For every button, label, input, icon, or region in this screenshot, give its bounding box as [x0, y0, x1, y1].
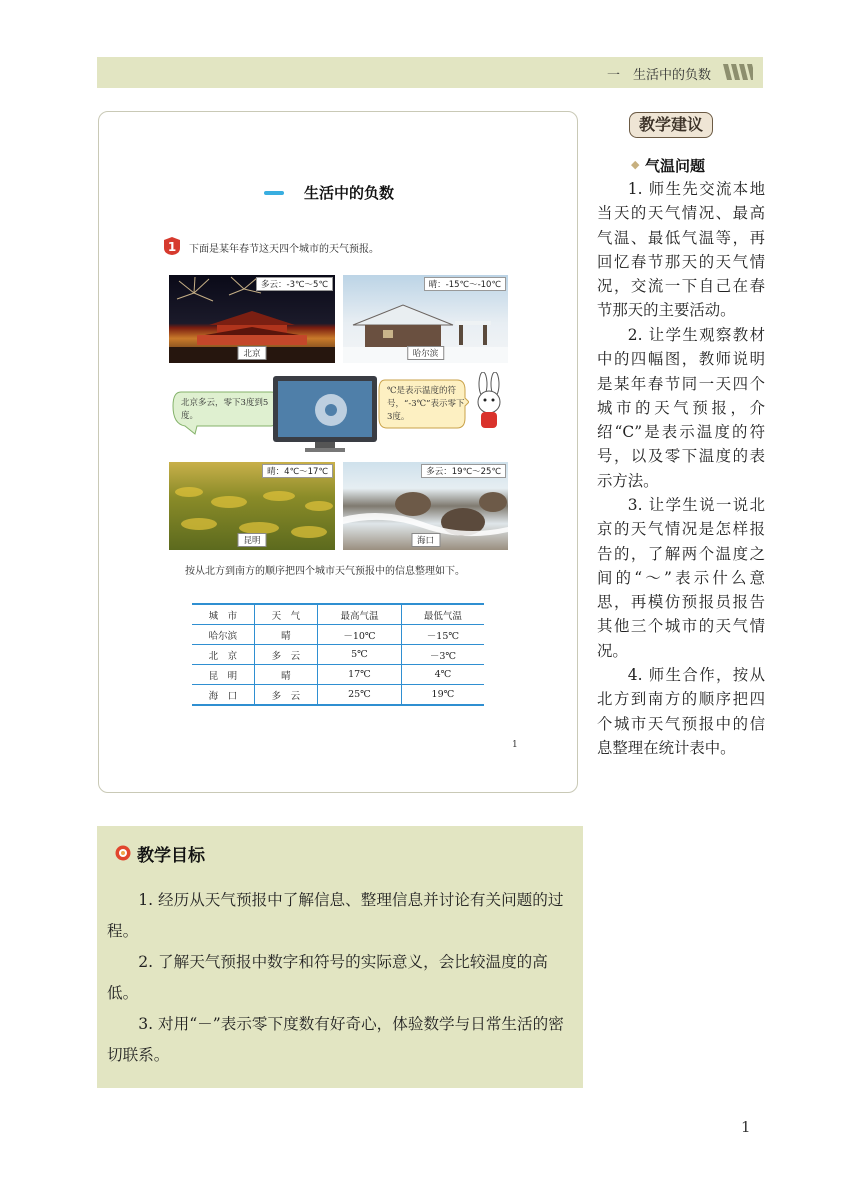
table-cell: 17℃	[318, 665, 402, 685]
intro-paragraph	[165, 563, 515, 581]
svg-text:1: 1	[167, 240, 177, 254]
table-row	[192, 665, 484, 685]
table-cell: 晴	[254, 625, 317, 645]
table-header: 天 气	[254, 604, 317, 625]
weather-tag-kunming: 晴：4℃～17℃	[262, 464, 333, 478]
table-header: 最高气温	[318, 604, 402, 625]
suggestion-text: 4. 师生合作，按从北方到南方的顺序把四个城市天气预报中的信息整理在统计表中。	[597, 666, 765, 757]
question-number-badge-icon	[163, 236, 181, 256]
city-label-harbin: 哈尔滨	[407, 346, 445, 360]
table-cell: －3℃	[401, 645, 484, 665]
table-cell: 4℃	[401, 665, 484, 685]
stripes-decoration-icon	[723, 64, 753, 80]
teaching-suggestions-badge	[629, 112, 713, 138]
chapter-title: 生活中的负数	[304, 184, 395, 202]
table-cell: －15℃	[401, 625, 484, 645]
table-cell: 海 口	[208, 690, 238, 702]
teaching-goals-panel	[97, 826, 583, 1088]
photo-haikou	[343, 462, 508, 550]
suggestion-text: 3. 让学生说一说北京的天气情况是怎样报告的，了解两个温度之间的“～”表示什么意思，再模仿预报员报告其他三个城市的天气情况。	[597, 496, 765, 660]
bubble-left-text: 北京多云，零下3度到5度。	[181, 398, 269, 421]
textbook-page-number: 1	[512, 740, 518, 750]
weather-tag-harbin: 晴：-15℃～-10℃	[424, 277, 506, 291]
table-row	[192, 645, 484, 665]
photo-harbin	[343, 275, 508, 363]
table-cell: 25℃	[318, 685, 402, 706]
rabbit-mascot-illustration	[469, 372, 509, 432]
table-header: 最低气温	[401, 604, 484, 625]
suggestion-text: 2. 让学生观察教材中的四幅图，教师说明是某年春节同一天四个城市的天气预报，介绍“C”是表示温度的符号，以及零下温度的表示方法。	[597, 326, 765, 490]
table-cell: －10℃	[318, 625, 402, 645]
suggestion-item	[597, 493, 765, 663]
suggestion-item	[597, 323, 765, 493]
intro-text: 按从北方到南方的顺序把四个城市天气预报中的信息整理如下。	[185, 566, 465, 577]
television-illustration	[271, 372, 381, 458]
question-text: 下面是某年春节这天四个城市的天气预报。	[189, 244, 379, 255]
goal-item: 2. 了解天气预报中数字和符号的实际意义，会比较温度的高低。	[107, 953, 548, 1002]
section-label: 一 生活中的负数	[606, 68, 711, 83]
textbook-page	[98, 111, 578, 793]
suggestion-item	[597, 177, 765, 323]
table-cell: 多 云	[254, 645, 317, 665]
table-cell: 昆 明	[208, 670, 238, 682]
bubble-right-text: ℃是表示温度的符号，“-3℃”表示零下3度。	[387, 386, 465, 422]
photo-beijing	[169, 275, 335, 363]
table-header-row	[192, 604, 484, 625]
city-label-kunming: 昆明	[237, 533, 266, 547]
photo-kunming	[169, 462, 335, 550]
chapter-dash	[264, 191, 284, 195]
teaching-suggestions-title: 教学建议	[638, 115, 703, 134]
weather-table	[192, 603, 484, 706]
city-label-beijing: 北京	[237, 346, 266, 360]
goal-item: 3. 对用“－”表示零下度数有好奇心，体验数学与日常生活的密切联系。	[107, 1015, 564, 1064]
table-cell: 5℃	[318, 645, 402, 665]
suggestion-subtitle: 气温问题	[645, 157, 706, 175]
diamond-bullet-icon: ◆	[631, 158, 640, 171]
header-banner	[97, 57, 763, 88]
goals-target-icon	[115, 845, 131, 861]
page-number: 1	[741, 1118, 751, 1136]
table-header: 城 市	[208, 610, 238, 622]
goal-item: 1. 经历从天气预报中了解信息、整理信息并讨论有关问题的过程。	[107, 891, 564, 940]
table-row	[192, 685, 484, 706]
table-row	[192, 625, 484, 645]
table-cell: 多 云	[254, 685, 317, 706]
table-cell: 19℃	[401, 685, 484, 706]
suggestion-item	[597, 663, 765, 760]
weather-tag-haikou: 多云：19℃～25℃	[421, 464, 506, 478]
goals-title: 教学目标	[137, 846, 205, 866]
table-cell: 北 京	[208, 650, 238, 662]
table-cell: 晴	[254, 665, 317, 685]
city-label-haikou: 海口	[411, 533, 440, 547]
table-cell: 哈尔滨	[208, 630, 238, 642]
suggestion-text: 1. 师生先交流本地当天的天气情况、最高气温、最低气温等，再回忆春节那天的天气情况，交流一下自己在春节那天的主要活动。	[597, 180, 765, 320]
weather-tag-beijing: 多云：-3℃～5℃	[256, 277, 333, 291]
